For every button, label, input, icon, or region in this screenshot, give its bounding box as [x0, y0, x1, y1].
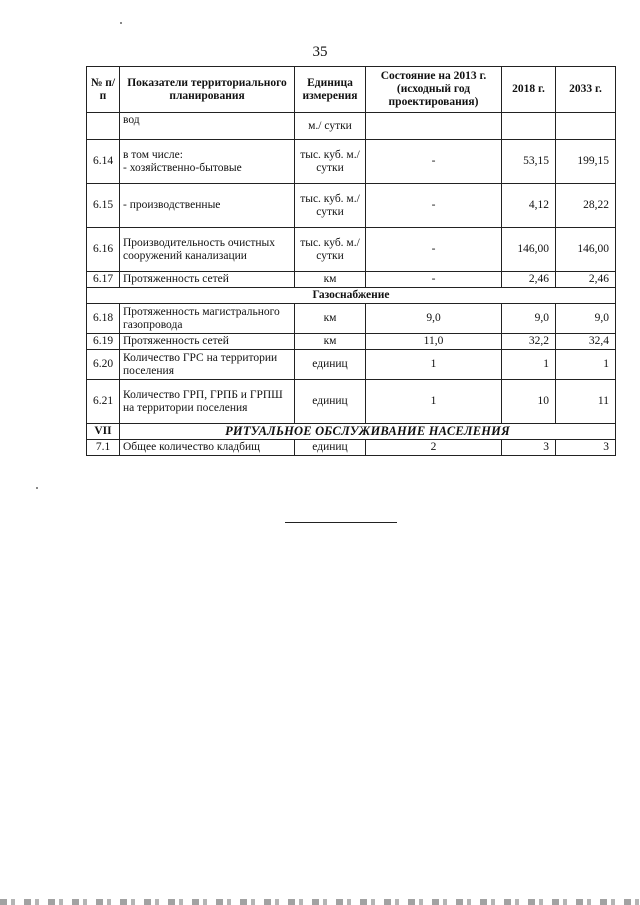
table-row	[87, 350, 616, 380]
row-state	[366, 113, 502, 140]
row-unit: км	[295, 334, 366, 350]
row-num: 6.18	[87, 304, 120, 334]
row-state: -	[366, 184, 502, 228]
row-name: Протяженность сетей	[120, 272, 295, 288]
row-name: Количество ГРС на территории поселения	[120, 350, 295, 380]
header-state: Состояние на 2013 г. (исходный год проектирования)	[366, 67, 502, 113]
row-2033	[556, 113, 616, 140]
header-unit: Единица измерения	[295, 67, 366, 113]
row-2033: 2,46	[556, 272, 616, 288]
row-2018: 53,15	[502, 140, 556, 184]
row-state: -	[366, 228, 502, 272]
row-2018: 2,46	[502, 272, 556, 288]
row-unit: единиц	[295, 380, 366, 424]
row-2033: 28,22	[556, 184, 616, 228]
header-2018: 2018 г.	[502, 67, 556, 113]
table-row	[87, 184, 616, 228]
row-state: 1	[366, 380, 502, 424]
header-2033: 2033 г.	[556, 67, 616, 113]
row-num: 6.19	[87, 334, 120, 350]
row-name: в том числе: - хозяйственно-бытовые	[120, 140, 295, 184]
row-unit: тыс. куб. м./ сутки	[295, 184, 366, 228]
end-divider-line	[285, 522, 397, 523]
row-2018: 9,0	[502, 304, 556, 334]
table-row	[87, 272, 616, 288]
row-num: 6.16	[87, 228, 120, 272]
row-name: вод	[120, 113, 295, 140]
row-2033: 32,4	[556, 334, 616, 350]
row-2018: 10	[502, 380, 556, 424]
row-name: Количество ГРП, ГРПБ и ГРПШ на территории поселения	[120, 380, 295, 424]
row-2033: 3	[556, 440, 616, 456]
row-num: 6.21	[87, 380, 120, 424]
row-unit: тыс. куб. м./ сутки	[295, 140, 366, 184]
row-unit: тыс. куб. м./ сутки	[295, 228, 366, 272]
row-name: Производительность очистных сооружений канализации	[120, 228, 295, 272]
section-row-ritual	[87, 424, 616, 440]
row-num: 6.17	[87, 272, 120, 288]
row-unit: единиц	[295, 440, 366, 456]
table-row	[87, 113, 616, 140]
row-num: 7.1	[87, 440, 120, 456]
row-2033: 146,00	[556, 228, 616, 272]
table-row	[87, 228, 616, 272]
row-2018: 146,00	[502, 228, 556, 272]
row-unit: км	[295, 304, 366, 334]
table-row	[87, 440, 616, 456]
row-2033: 1	[556, 350, 616, 380]
row-2033: 11	[556, 380, 616, 424]
row-2018: 32,2	[502, 334, 556, 350]
row-state: 2	[366, 440, 502, 456]
row-num: 6.14	[87, 140, 120, 184]
row-unit: единиц	[295, 350, 366, 380]
scan-speck	[120, 22, 122, 24]
row-2018: 1	[502, 350, 556, 380]
scan-speck	[36, 487, 38, 489]
section-title-ritual: РИТУАЛЬНОЕ ОБСЛУЖИВАНИЕ НАСЕЛЕНИЯ	[120, 424, 616, 440]
section-row-gas	[87, 288, 616, 304]
section-num-ritual: VII	[87, 424, 120, 440]
row-state: 1	[366, 350, 502, 380]
table-row	[87, 334, 616, 350]
indicators-table	[86, 66, 616, 456]
row-2018	[502, 113, 556, 140]
row-2018: 3	[502, 440, 556, 456]
row-2033: 199,15	[556, 140, 616, 184]
row-unit: м./ сутки	[295, 113, 366, 140]
row-num	[87, 113, 120, 140]
table-row	[87, 304, 616, 334]
row-name: Протяженность сетей	[120, 334, 295, 350]
table-row	[87, 140, 616, 184]
row-num: 6.20	[87, 350, 120, 380]
row-2018: 4,12	[502, 184, 556, 228]
page-number: 35	[312, 44, 328, 60]
row-state: -	[366, 272, 502, 288]
row-2033: 9,0	[556, 304, 616, 334]
row-state: 9,0	[366, 304, 502, 334]
header-num: № п/п	[87, 67, 120, 113]
section-title-gas: Газоснабжение	[87, 288, 616, 304]
row-name: Протяженность магистрального газопровода	[120, 304, 295, 334]
row-unit: км	[295, 272, 366, 288]
table-row	[87, 380, 616, 424]
header-name: Показатели территориального планирования	[120, 67, 295, 113]
row-num: 6.15	[87, 184, 120, 228]
row-name: - производственные	[120, 184, 295, 228]
table-header-row	[87, 67, 616, 113]
row-state: -	[366, 140, 502, 184]
row-state: 11,0	[366, 334, 502, 350]
row-name: Общее количество кладбищ	[120, 440, 295, 456]
scan-edge-noise	[0, 899, 640, 905]
